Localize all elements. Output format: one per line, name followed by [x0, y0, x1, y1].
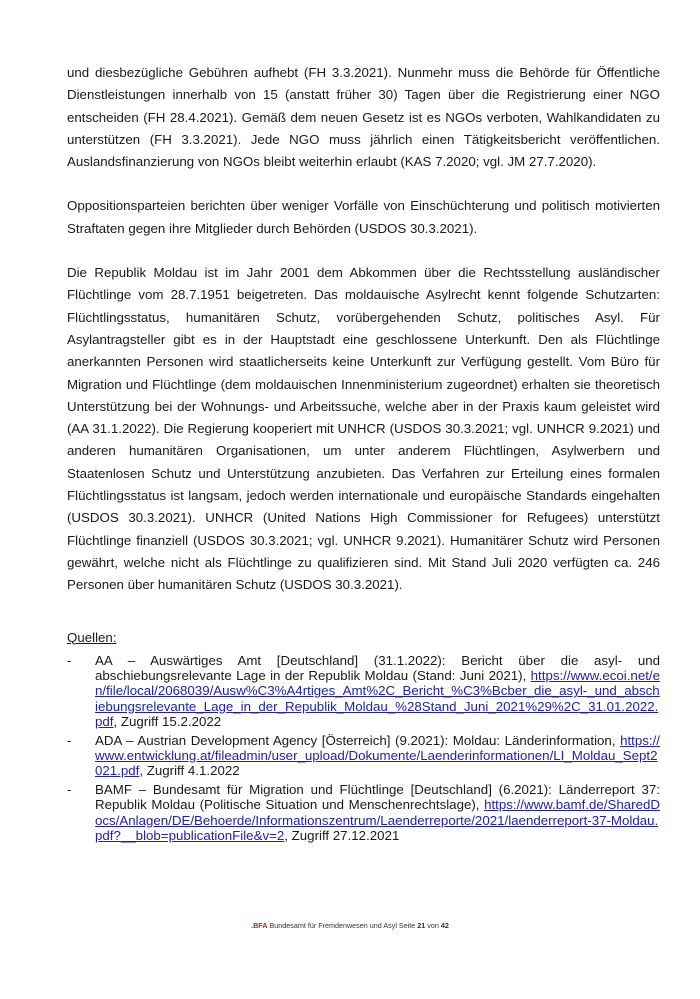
source-text: ADA – Austrian Development Agency [Österreich] (9.2021): Moldau: Länderinformation, — [95, 732, 621, 748]
source-access-date: , Zugriff 4.1.2022 — [139, 763, 240, 779]
source-item — [67, 653, 660, 730]
source-item — [67, 782, 660, 844]
bfa-logo: .BFA — [251, 921, 268, 930]
sources-heading: Quellen: — [67, 629, 117, 645]
page-footer — [0, 921, 700, 930]
paragraph-opposition: Oppositionsparteien berichten über weniger Vorfälle von Einschüchterung und politisch motivierten Straftaten gegen ihre Mitglieder durch Behörden (USDOS 30.3.2021). — [67, 198, 660, 236]
footer-of: von — [425, 921, 441, 930]
paragraph-ngo-registration: und diesbezügliche Gebühren aufhebt (FH 3.3.2021). Nunmehr muss die Behörde für Öffentliche Dienstleistungen innerhalb von 15 (anstatt früher 30) Tagen über die Registrierung einer NGO entscheiden (FH 28.4.2021). Gemäß dem neuen Gesetz ist es NGOs verboten, Wahlkandidaten zu unterstützen (FH 3.3.2021). Jede NGO muss jährlich einen Tätigkeitsbericht veröffentlichen. Auslandsfinanzierung von NGOs bleibt weiterhin erlaubt (KAS 7.2020; vgl. JM 27.7.2020). — [67, 65, 660, 170]
source-link[interactable]: https://www.ecoi.net/en/file/local/2068039/Ausw%C3%A4rtiges_Amt%2C_Bericht_%C3%Bcber_die_asyl-_und_abschiebungsrelevante_Lage_in_der_Republik_Moldau_%28Stand_Juni_2021%29%2C_31.01.2022.pdf — [95, 667, 660, 730]
source-link[interactable]: https://www.entwicklung.at/fileadmin/user_upload/Dokumente/Laenderinformationen/LI_Moldau_Sept2021.pdf — [95, 732, 660, 779]
sources-list — [67, 653, 660, 844]
footer-org: Bundesamt für Fremdenwesen und Asyl Seite — [267, 921, 418, 930]
source-link[interactable]: https://www.bamf.de/SharedDocs/Anlagen/DE/Behoerde/Informationszentrum/Laenderreporte/2021/laenderreport-37-Moldau.pdf?__blob=publicationFile&v=2 — [95, 797, 660, 843]
bullet-dash: - — [67, 652, 72, 668]
paragraph-refugees: Die Republik Moldau ist im Jahr 2001 dem Abkommen über die Rechtsstellung ausländischer Flüchtlinge vom 28.7.1951 beigetreten. Das moldauische Asylrecht kennt folgende Schutzarten: Flüchtlingsstatus, humanitären Schutz, vorübergehenden Schutz, politisches Asyl. Für Asylantragsteller gibt es in der Hauptstadt eine geschlossene Unterkunft. Den als Flüchtlinge anerkannten Personen wird staatlicherseits keine Unterkunft zur Verfügung gestellt. Vom Büro für Migration und Flüchtlinge (dem moldauischen Innenministerium zugeordnet) erhalten sie theoretisch Unterstützung bei der Wohnungs- und Arbeitssuche, welche aber in der Praxis kaum geleistet wird (AA 31.1.2022). Die Regierung kooperiert mit UNHCR (USDOS 30.3.2021; vgl. UNHCR 9.2021) und anderen humanitären Organisationen, um unter anderem Flüchtlingen, Asylwerbern und Staatenlosen Schutz und Unterstützung anzubieten. Das Verfahren zur Erteilung eines formalen Flüchtlingsstatus ist langsam, jedoch werden internationale und europäische Standards eingehalten (USDOS 30.3.2021). UNHCR (United Nations High Commissioner for Refugees) unterstützt Flüchtlinge finanziell (USDOS 30.3.2021; vgl. UNHCR 9.2021). Humanitärer Schutz wird Personen gewährt, welche nicht als Flüchtlinge zu qualifizieren sind. Mit Stand Juli 2020 verfügten ca. 246 Personen über humanitären Schutz (USDOS 30.3.2021). — [67, 265, 660, 593]
bullet-dash: - — [67, 732, 72, 748]
source-text: AA – Auswärtiges Amt [Deutschland] (31.1.2022): Bericht über die asyl- und abschiebungsrelevante Lage in der Republik Moldau (Stand: Juni 2021), — [95, 652, 660, 683]
page-number: 21 — [417, 921, 426, 930]
document-page — [67, 62, 660, 846]
page-total: 42 — [440, 921, 449, 930]
source-access-date: , Zugriff 27.12.2021 — [284, 828, 400, 843]
bullet-dash: - — [67, 781, 72, 797]
source-access-date: , Zugriff 15.2.2022 — [113, 714, 222, 730]
source-text: BAMF – Bundesamt für Migration und Flüchtlinge [Deutschland] (6.2021): Länderreport 37: Republik Moldau (Politische Situation und Menschenrechtslage), — [95, 781, 660, 813]
source-item — [67, 733, 660, 779]
